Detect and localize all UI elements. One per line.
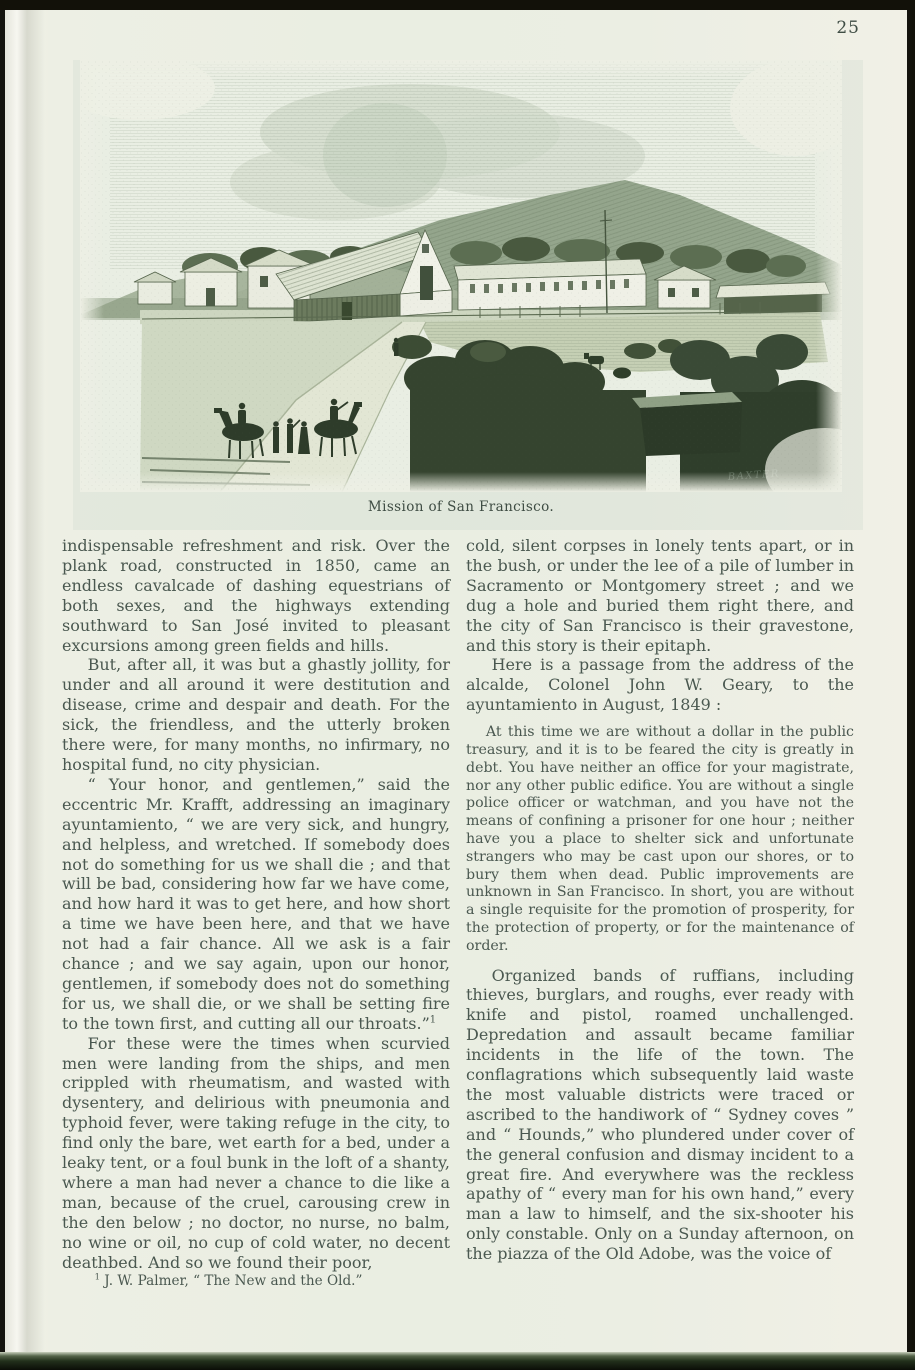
page-number: 25 — [836, 18, 860, 38]
engraving-caption: Mission of San Francisco. — [367, 499, 555, 515]
paragraph: cold, silent corpses in lonely tents apart, or in the bush, or under the lee of a pile of lumber in Sacramento or Montgomery street ; and we dug a hole and buried them right there, and the city of San Francisco is their gravestone, and this story is their epitaph. — [466, 536, 854, 655]
engraving-edge-fade — [80, 60, 842, 492]
left-column — [62, 536, 450, 1289]
book-edge-top — [0, 0, 915, 10]
paragraph: For these were the times when scurvied men were landing from the ships, and men crippled with rheumatism, and wasted with dysentery, and delirious with pneumonia and typhoid fever, were taking refuge in the city, to find only the bare, wet earth for a bed, under a leaky tent, or a foul bunk in the loft of a shanty, where a man had never a chance to die like a man, because of the cruel, carousing crew in the den below ; no doctor, no nurse, no balm, no wine or oil, no cup of cold water, no decent deathbed. And so we found their poor, — [62, 1033, 450, 1272]
footnote-reference: 1 — [429, 1014, 437, 1026]
footnote-text: J. W. Palmer, “ The New and the Old.” — [99, 1272, 363, 1289]
paragraph: Here is a passage from the address of the alcalde, Colonel John W. Geary, to the ayuntamiento in August, 1849 : — [466, 655, 854, 715]
geary-address-blockquote: At this time we are without a dollar in the public treasury, and it is to be feared the city is greatly in debt. You have neither an office for your magistrate, nor any other public edifice. You are without a single police officer or watchman, and you have not the means of confining a prisoner for one hour ; neither have you a place to shelter sick and unfortunate strangers who may be cast upon our shores, or to bury them when dead. Public improvements are unknown in San Francisco. In short, you are without a single requisite for the promotion of prosperity, for the protection of property, or for the maintenance of order. — [466, 724, 854, 954]
book-edge-bottom — [0, 1352, 915, 1370]
paragraph-text: “ Your honor, and gentlemen,” said the eccentric Mr. Krafft, addressing an imaginary ayuntamiento, “ we are very sick, and hungry, and helpless, and wretched. If somebody does not do something for us we shall die ; and that will be bad, considering how far we have come, and how hard it was to get here, and how short a time we have been here, and that we have not had a fair chance. All we ask is a fair chance ; and we say again, upon our honor, gentlemen, if somebody does not do something for us, we shall die, or we shall be setting fire to the town first, and cutting all our throats.” — [62, 774, 450, 1033]
gutter-shadow — [5, 10, 51, 1353]
mission-engraving-figure — [80, 60, 842, 515]
text-columns — [62, 536, 854, 1289]
paragraph: But, after all, it was but a ghastly jollity, for under and all around it were destitution and disease, crime and despair and death. For the sick, the friendless, and the utterly broken there were, for many months, no infirmary, no hospital fund, no city physician. — [62, 655, 450, 774]
footnote — [62, 1273, 450, 1289]
footnote-marker: 1 — [94, 1271, 100, 1281]
book-edge-right — [907, 0, 915, 1370]
paragraph: indispensable refreshment and risk. Over the plank road, constructed in 1850, came an endless cavalcade of dashing equestrians of both sexes, and the highways extending southward to San José invited to pleasant excursions among green fields and hills. — [62, 536, 450, 655]
right-column — [466, 536, 854, 1289]
mission-engraving — [80, 60, 842, 492]
paragraph — [62, 775, 450, 1034]
paragraph: Organized bands of ruffians, including thieves, burglars, and roughs, ever ready with knife and pistol, roamed unchallenged. Depredation and assault became familiar incidents in the life of the town. The conflagrations which subsequently laid waste the most valuable districts were traced or ascribed to the handiwork of “ Sydney coves ” and “ Hounds,” who plundered under cover of the general confusion and dismay incident to a great fire. And everywhere was the reckless apathy of “ every man for his own hand,” every man a law to himself, and the six-shooter his only constable. Only on a Sunday afternoon, on the piazza of the Old Adobe, was the voice of — [466, 965, 854, 1264]
